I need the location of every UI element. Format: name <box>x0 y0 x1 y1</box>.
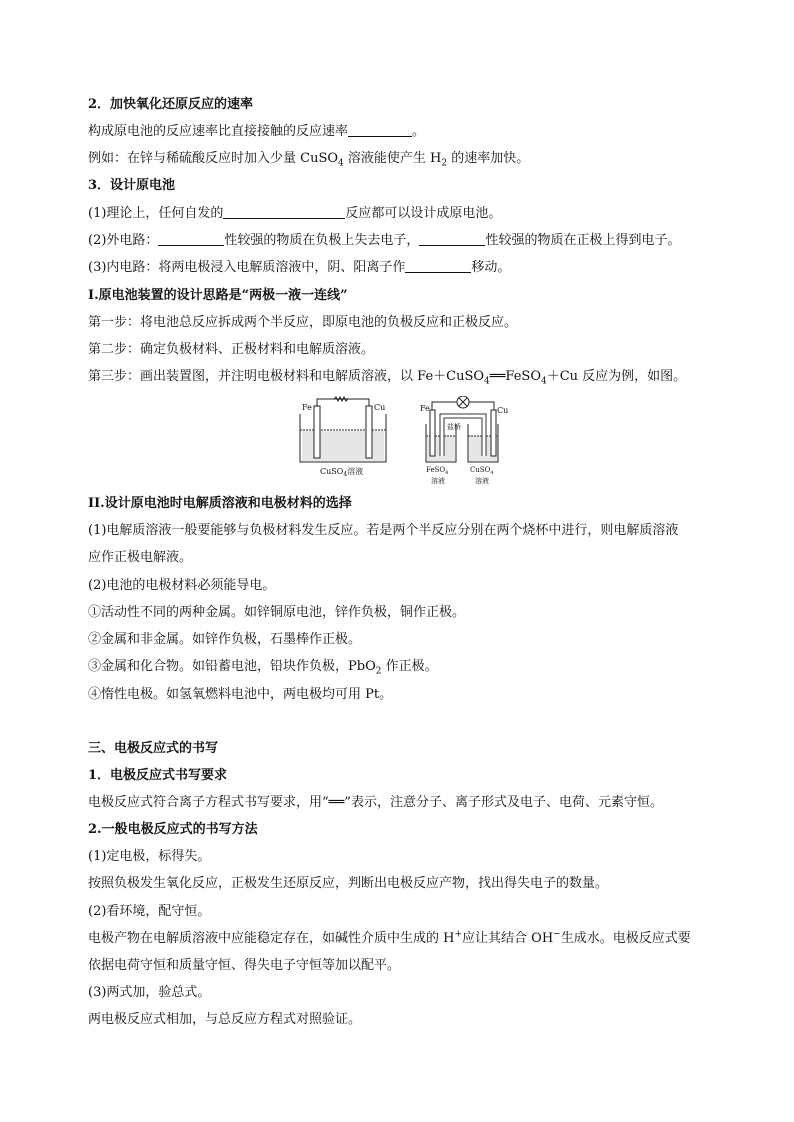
text: (3)内电路：将两电极浸入电解质溶液中，阴、阳离子作 <box>88 260 406 275</box>
text-line <box>88 123 425 141</box>
text: 构成原电池的反应速率比直接接触的反应速率 <box>88 124 349 139</box>
section-heading-design: 3．设计原电池 <box>88 178 176 193</box>
text: ══FeSO <box>489 369 541 384</box>
text-line: 电极反应式符合离子方程式书写要求，用“══”表示，注意分子、离子形式及电子、电荷、元素守恒。 <box>88 795 663 810</box>
text: ③金属和化合物。如铅蓄电池，铅块作负极，PbO <box>88 659 376 674</box>
fe-electrode <box>314 406 320 458</box>
subscript: 4 <box>338 158 344 169</box>
text: 溶液能使产生 H <box>343 151 442 166</box>
text-line: (1)电解质溶液一般要能够与负极材料发生反应。若是两个半反应分别在两个烧杯中进行，则电解质溶液 <box>88 523 679 538</box>
list-item <box>88 658 438 676</box>
text: 性较强的物质在正极上得到电子。 <box>485 233 681 248</box>
wire <box>472 402 494 410</box>
feso4-label: FeSO$_4$ <box>426 466 449 476</box>
superscript: + <box>454 929 463 940</box>
text-line <box>88 930 691 948</box>
fe-electrode <box>430 410 435 456</box>
text: 作正极。 <box>381 659 438 674</box>
fill-blank[interactable] <box>223 206 345 219</box>
subscript: 2 <box>441 158 448 169</box>
text-line: (3)两式加，验总式。 <box>88 985 211 1000</box>
text-line <box>88 150 529 168</box>
text: ＋Cu 反应为例，如图。 <box>546 369 687 384</box>
wire <box>432 402 454 410</box>
text: 的速率加快。 <box>447 151 530 166</box>
text: 电极产物在电解质溶液中应能稳定存在，如碱性介质中生成的 H <box>88 931 455 946</box>
galvanic-cell-figure <box>290 396 520 488</box>
text-line: 依据电荷守恒和质量守恒、得失电子守恒等加以配平。 <box>88 958 401 973</box>
superscript: − <box>553 929 561 940</box>
cu-electrode <box>491 410 496 456</box>
text-line: 按照负极发生氧化反应，正极发生还原反应，判断出电极反应产物，找出得失电子的数量。 <box>88 876 609 891</box>
text: (2)外电路： <box>88 233 159 248</box>
subheading: 2.一般电极反应式的书写方法 <box>88 822 258 837</box>
list-item: ②金属和非金属。如锌作负极，石墨棒作正极。 <box>88 632 362 647</box>
fill-blank[interactable] <box>405 260 471 273</box>
text: 移动。 <box>471 260 511 275</box>
text-line: (1)定电极，标得失。 <box>88 849 211 864</box>
text: 生成水。电极反应式要 <box>560 931 691 946</box>
text-line: 第一步：将电池总反应拆成两个半反应，即原电池的负极反应和正极反应。 <box>88 315 518 330</box>
text: 反应都可以设计成原电池。 <box>345 206 502 221</box>
fe-label: Fe <box>420 404 430 413</box>
cu-label: Cu <box>374 403 386 412</box>
text: 。 <box>412 124 426 139</box>
list-item: ④惰性电极。如氢氧燃料电池中，两电极均可用 Pt。 <box>88 687 393 702</box>
fill-blank[interactable] <box>348 124 412 137</box>
section-heading-electrode: 三、电极反应式的书写 <box>88 741 219 756</box>
text-line <box>88 368 686 386</box>
subscript: 2 <box>375 666 382 677</box>
solution-label: 溶液 <box>475 477 489 485</box>
text: 第三步：画出装置图，并注明电极材料和电解质溶液，以 Fe＋CuSO <box>88 369 485 384</box>
text-line <box>88 205 501 223</box>
subscript: 4 <box>484 376 490 387</box>
solution-label: 溶液 <box>431 477 445 485</box>
section-heading-speed: 2．加快氧化还原反应的速率 <box>88 97 254 112</box>
text: (1)理论上，任何自发的 <box>88 206 224 221</box>
text-line: 两电极反应式相加，与总反应方程式对照验证。 <box>88 1012 362 1027</box>
text: 例如：在锌与稀硫酸反应时加入少量 CuSO <box>88 151 339 166</box>
list-item: ①活动性不同的两种金属。如锌铜原电池，锌作负极，铜作正极。 <box>88 605 466 620</box>
subheading: 1．电极反应式书写要求 <box>88 768 228 783</box>
subscript: 4 <box>541 376 547 387</box>
part-i-heading: I.原电池装置的设计思路是“两极一液一连线” <box>88 288 348 303</box>
text-line: 应作正极电解液。 <box>88 550 193 565</box>
text: 性较强的物质在负极上失去电子， <box>224 233 420 248</box>
text-line <box>88 232 680 250</box>
text-line: (2)电池的电极材料必须能导电。 <box>88 578 276 593</box>
cu-electrode <box>366 406 372 458</box>
cuso4-label: CuSO$_4$ <box>470 466 494 476</box>
fe-label: Fe <box>302 403 312 412</box>
cu-label: Cu <box>497 406 509 415</box>
part-ii-heading: II.设计原电池时电解质溶液和电极材料的选择 <box>88 496 352 511</box>
fill-blank[interactable] <box>419 233 485 246</box>
salt-bridge-label: 盐桥 <box>447 423 461 431</box>
text: 应让其结合 OH <box>462 931 554 946</box>
text-line: 第二步：确定负极材料、正极材料和电解质溶液。 <box>88 342 375 357</box>
solution-label: CuSO$_4$溶液 <box>320 467 364 478</box>
fill-blank[interactable] <box>158 233 224 246</box>
text-line <box>88 259 510 277</box>
text-line: (2)看环境，配守恒。 <box>88 904 211 919</box>
